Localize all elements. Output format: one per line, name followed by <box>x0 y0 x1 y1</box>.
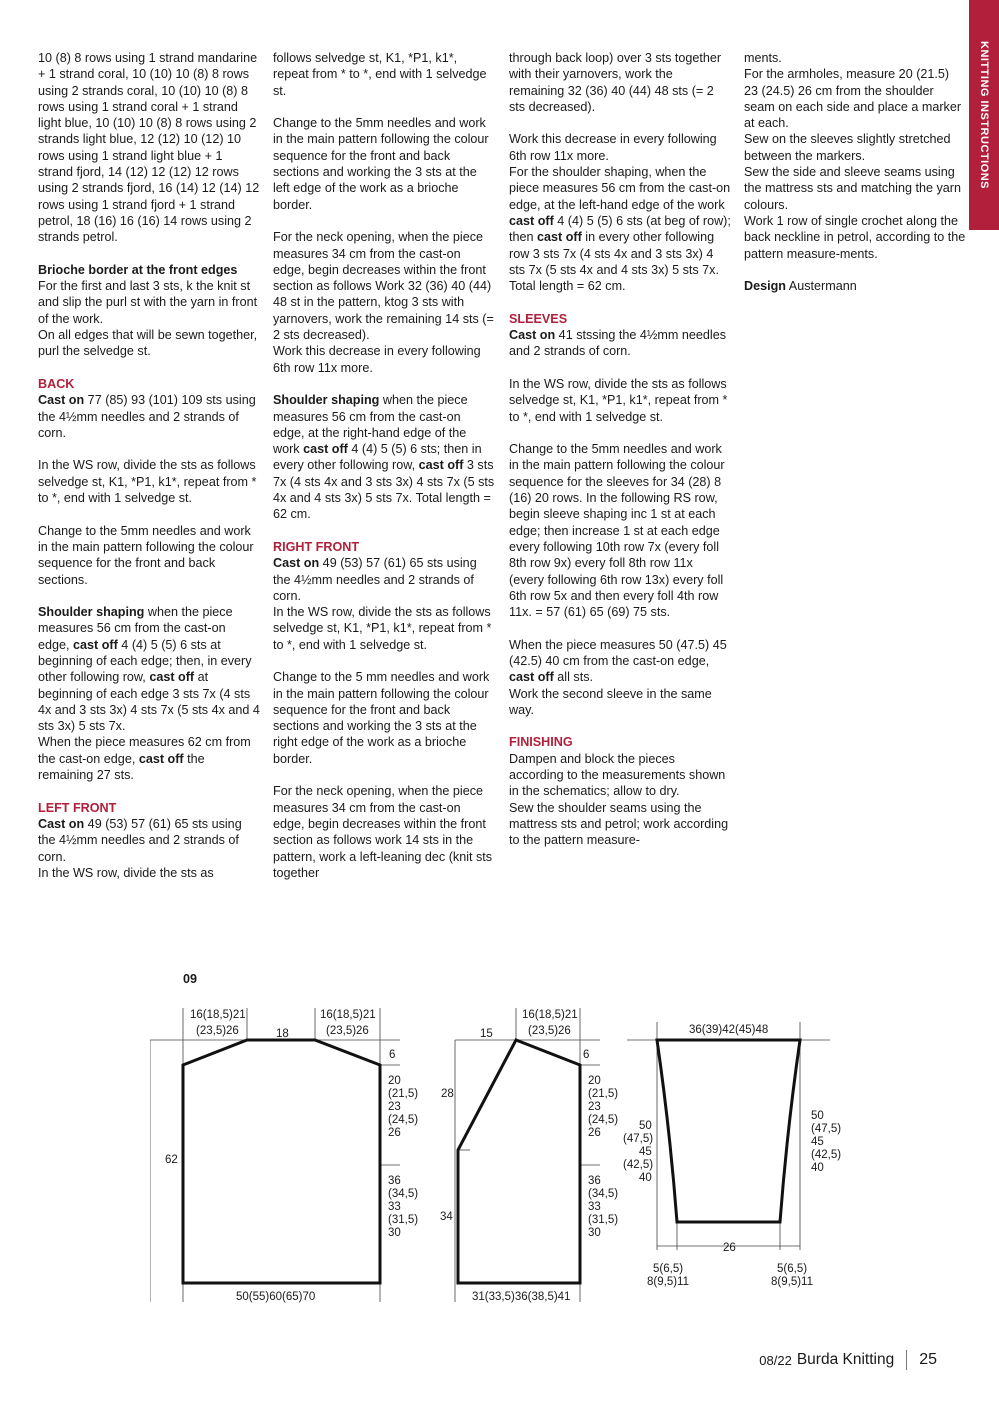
dim-front-shoulder: 16(18,5)21 <box>522 1009 578 1021</box>
armholes-text: For the armholes, measure 20 (21.5) 23 (24.5) 26 cm from the shoulder seam on each side and place a marker at each. <box>744 67 962 131</box>
back-schematic <box>150 1008 418 1303</box>
left-front-change-needles: Change to the 5mm needles and work in the main pattern following the colour sequence for the front and back sections and working the 3 sts at the left edge of the work as a brioche border. <box>273 116 489 212</box>
dim-sleeve-inc-left: 5(6,5) <box>653 1263 684 1275</box>
right-front-change-needles: Change to the 5 mm needles and work in the main pattern following the colour sequence for the front and back sections and working the 3 sts at the right edge of the work as a brioche border. <box>273 670 490 766</box>
dim-front-armhole: (24,5) <box>588 1114 619 1126</box>
sleeve-piece-outline <box>657 1040 800 1222</box>
dim-sleeve-length-right: 45 <box>811 1136 824 1148</box>
brioche-text: For the first and last 3 sts, k the knit st and slip the purl st with the yarn in front of the work. <box>38 279 258 326</box>
back-shoulder-shaping: Shoulder shaping when the piece measures 56 cm from the cast-on edge, cast off 4 (4) 5 (5) 6 sts at beginning of each edge; then, in every other following row, cast off at beginning of each edge 3 sts 7x (4 sts 4x and 3 sts 3x) 4 sts 7x (5 sts 4x and 4 sts 3x) 5 sts 7x. <box>38 605 260 734</box>
back-heading: BACK <box>38 376 75 391</box>
text-column-2 <box>273 50 495 881</box>
dim-front-neck: 15 <box>480 1028 493 1040</box>
right-front-ws-row: In the WS row, divide the sts as follows selvedge st, K1, *P1, k1*, repeat from * to *, end with 1 selvedge st. <box>273 605 492 652</box>
figure-number: 09 <box>183 972 198 986</box>
finishing-cont: ments. <box>744 51 782 65</box>
pattern-schematic <box>150 1000 850 1320</box>
back-final-castoff: When the piece measures 62 cm from the cast-on edge, cast off the remaining 27 sts. <box>38 735 251 783</box>
footer-divider <box>906 1350 907 1370</box>
sleeve-schematic <box>623 1022 841 1288</box>
crochet-text: Work 1 row of single crochet along the back neckline in petrol, according to the pattern measure-ments. <box>744 213 966 261</box>
dim-front-body: (34,5) <box>588 1188 619 1200</box>
dim-sleeve-inc-left-2: 8(9,5)11 <box>647 1276 689 1288</box>
right-front-heading: RIGHT FRONT <box>273 539 360 554</box>
finishing-text-2: Sew the shoulder seams using the mattress sts and petrol; work according to the pattern measure- <box>509 800 729 848</box>
dim-back-body: (34,5) <box>388 1188 419 1200</box>
dim-sleeve-inc-right: 5(6,5) <box>777 1263 808 1275</box>
dim-back-armhole: (21,5) <box>388 1088 419 1100</box>
dim-back-shoulder-left: 16(18,5)21 <box>190 1009 246 1021</box>
dim-back-body: (31,5) <box>388 1214 419 1226</box>
page-number: 25 <box>919 1351 937 1368</box>
dim-sleeve-length-left: (42,5) <box>623 1159 654 1171</box>
sleeves-second: Work the second sleeve in the same way. <box>509 686 712 717</box>
dim-front-neck-depth: 28 <box>441 1088 454 1100</box>
dim-sleeve-top: 36(39)42(45)48 <box>689 1024 769 1036</box>
dim-front-body: 36 <box>588 1175 601 1187</box>
left-front-heading: LEFT FRONT <box>38 800 117 815</box>
front-schematic <box>440 1008 618 1303</box>
dim-back-height: 62 <box>165 1154 178 1166</box>
back-piece-outline <box>183 1040 380 1283</box>
dim-front-armhole: 20 <box>588 1075 601 1087</box>
text-column-4 <box>744 50 966 311</box>
dim-front-body: 30 <box>588 1227 601 1239</box>
dim-back-armhole: 20 <box>388 1075 401 1087</box>
dim-back-width: 50(55)60(65)70 <box>236 1291 316 1303</box>
dim-back-armhole: 26 <box>388 1127 401 1139</box>
design-credit: Design Austermann <box>744 279 857 294</box>
dim-front-lower: 34 <box>440 1211 453 1223</box>
right-front-neck-cont: through back loop) over 3 sts together with their yarnovers, work the remaining 32 (36) 40 (44) 48 sts (= 2 sts decreased). <box>509 51 722 114</box>
dim-sleeve-length-left: 50 <box>639 1120 652 1132</box>
section-tab <box>969 0 999 230</box>
dim-back-shoulder-right-2: (23,5)26 <box>326 1025 369 1037</box>
right-front-decrease-repeat: Work this decrease in every following 6th row 11x more. <box>509 132 717 163</box>
dim-back-body: 33 <box>388 1201 401 1213</box>
issue-number: 08/22 <box>759 1352 792 1368</box>
dim-sleeve-length-right: 40 <box>811 1162 824 1174</box>
left-front-neck-opening: For the neck opening, when the piece measures 34 cm from the cast-on edge, begin decreases within the front section as follows Work 32 (36) 40 (44) 48 st in the pattern, ktog 3 sts with yarnovers, work the remaining 14 sts (= 2 sts decreased). <box>273 230 494 343</box>
side-seams-text: Sew the side and sleeve seams using the mattress sts and matching the yarn colours. <box>744 165 961 212</box>
section-tab-label: KNITTING INSTRUCTIONS <box>978 41 990 189</box>
dim-back-body: 36 <box>388 1175 401 1187</box>
left-front-shoulder-shaping: Shoulder shaping when the piece measures 56 cm from the cast-on edge, at the right-hand edge of the work cast off 4 (4) 5 (5) 6 sts; then in every other following row, cast off 3 sts 7x (4 sts 4x and 3 sts 3x) 4 sts 7x (5 sts 4x and 4 sts 3x) 5 sts 7x. Total length = 62 cm. <box>273 393 495 522</box>
sleeves-castoff: When the piece measures 50 (47.5) 45 (42.5) 40 cm from the cast-on edge, cast off all sts. <box>509 637 727 685</box>
dim-sleeve-length-left: 40 <box>639 1172 652 1184</box>
colour-sequence-text: 10 (8) 8 rows using 1 strand mandarine + 1 strand coral, 10 (10) 10 (8) 8 rows using 2 strands coral, 10 (10) 10 (8) 8 rows using 1 strand coral + 1 strand light blue, 10 (10) 10 (8) 8 rows using 2 strands light blue, 12 (12) 10 (12) 10 rows using 1 strand light blue + 1 strand fjord, 14 (12) 12 (12) 12 rows using 2 strands fjord, 16 (14) 12 (14) 12 rows using 1 strand fjord + 1 strand petrol, 18 (16) 16 (16) 14 rows using 2 strands petrol. <box>38 51 260 245</box>
dim-back-armhole: (24,5) <box>388 1114 419 1126</box>
finishing-heading: FINISHING <box>509 735 573 750</box>
left-front-neck-repeat: Work this decrease in every following 6th row 11x more. <box>273 344 481 375</box>
right-front-neck-opening: For the neck opening, when the piece measures 34 cm from the cast-on edge, begin decreases within the front section as follows work 14 sts in the pattern, work a left-leaning dec (knit sts together <box>273 784 493 880</box>
right-front-cast-on: Cast on 49 (53) 57 (61) 65 sts using the 4½mm needles and 2 strands of corn. <box>273 556 477 603</box>
text-column-1 <box>38 50 260 881</box>
dim-front-body: (31,5) <box>588 1214 619 1226</box>
dim-front-width: 31(33,5)36(38,5)41 <box>472 1291 571 1303</box>
dim-front-body: 33 <box>588 1201 601 1213</box>
dim-back-shoulder-right: 16(18,5)21 <box>320 1009 376 1021</box>
dim-sleeve-length-left: (47,5) <box>623 1133 654 1145</box>
dim-back-body: 30 <box>388 1227 401 1239</box>
dim-back-slope: 6 <box>389 1049 396 1061</box>
dim-sleeve-length-right: (47,5) <box>811 1123 842 1135</box>
back-change-needles: Change to the 5mm needles and work in the main pattern following the colour sequence for the front and back sections. <box>38 523 254 587</box>
back-ws-row: In the WS row, divide the sts as follows selvedge st, K1, *P1, k1*, repeat from * to *, end with 1 selvedge st. <box>38 458 257 506</box>
dim-back-neck: 18 <box>276 1028 289 1040</box>
dim-sleeve-cuff: 26 <box>723 1242 736 1254</box>
sew-sleeves-text: Sew on the sleeves slightly stretched between the markers. <box>744 132 951 163</box>
sleeves-cast-on: Cast on 41 stssing the 4½mm needles and 2 strands of corn. <box>509 328 726 359</box>
brioche-heading: Brioche border at the front edges <box>38 262 238 277</box>
dim-sleeve-length-right: 50 <box>811 1110 824 1122</box>
magazine-title: Burda Knitting <box>796 1351 895 1368</box>
right-front-shoulder-shaping: For the shoulder shaping, when the piece measures 56 cm from the cast-on edge, at the left-hand edge of the work cast off 4 (4) 5 (5) 6 sts (at beg of row); then cast off in every other following row 3 sts 7x (4 sts 4x and 3 sts 3x) 4 sts 7x (5 sts 4x and 4 sts 3x) 5 sts 7x. Total length = 62 cm. <box>509 165 731 294</box>
brioche-text-2: On all edges that will be sewn together, purl the selvedge st. <box>38 328 258 359</box>
left-front-ws-row: In the WS row, divide the sts as <box>38 865 214 880</box>
left-front-ws-cont: follows selvedge st, K1, *P1, k1*, repeat from * to *, end with 1 selvedge st. <box>273 51 487 98</box>
dim-front-shoulder-2: (23,5)26 <box>528 1025 571 1037</box>
page-footer <box>759 1350 937 1370</box>
sleeves-heading: SLEEVES <box>509 311 568 326</box>
left-front-cast-on: Cast on 49 (53) 57 (61) 65 sts using the 4½mm needles and 2 strands of corn. <box>38 816 242 864</box>
sleeves-change-needles: Change to the 5mm needles and work in the main pattern following the colour sequence for the sleeves for 34 (28) 8 (16) 20 rows. In the following RS row, begin sleeve shaping inc 1 st at each edge; then increase 1 st at each edge every following 10th row 7x (every foll 8th row 9x) every foll 8th row 11x (every following 6th row 13x) every foll 6th row 5x and then every foll 4th row 11x. = 57 (61) 65 (69) 75 sts. <box>509 442 725 620</box>
dim-sleeve-inc-right-2: 8(9,5)11 <box>771 1276 813 1288</box>
sleeves-ws-row: In the WS row, divide the sts as follows selvedge st, K1, *P1, k1*, repeat from * to *, end with 1 selvedge st. <box>509 376 728 424</box>
dim-sleeve-length-right: (42,5) <box>811 1149 842 1161</box>
front-piece-outline <box>458 1040 580 1283</box>
dim-front-slope: 6 <box>583 1049 590 1061</box>
text-column-3 <box>509 50 731 849</box>
dim-back-armhole: 23 <box>388 1101 401 1113</box>
dim-front-armhole: (21,5) <box>588 1088 619 1100</box>
back-cast-on: Cast on 77 (85) 93 (101) 109 sts using the 4½mm needles and 2 strands of corn. <box>38 393 256 440</box>
dim-front-armhole: 26 <box>588 1127 601 1139</box>
dim-sleeve-length-left: 45 <box>639 1146 652 1158</box>
finishing-text: Dampen and block the pieces according to the measurements shown in the schematics; allow to dry. <box>509 751 726 799</box>
dim-back-shoulder-left-2: (23,5)26 <box>196 1025 239 1037</box>
dim-front-armhole: 23 <box>588 1101 601 1113</box>
